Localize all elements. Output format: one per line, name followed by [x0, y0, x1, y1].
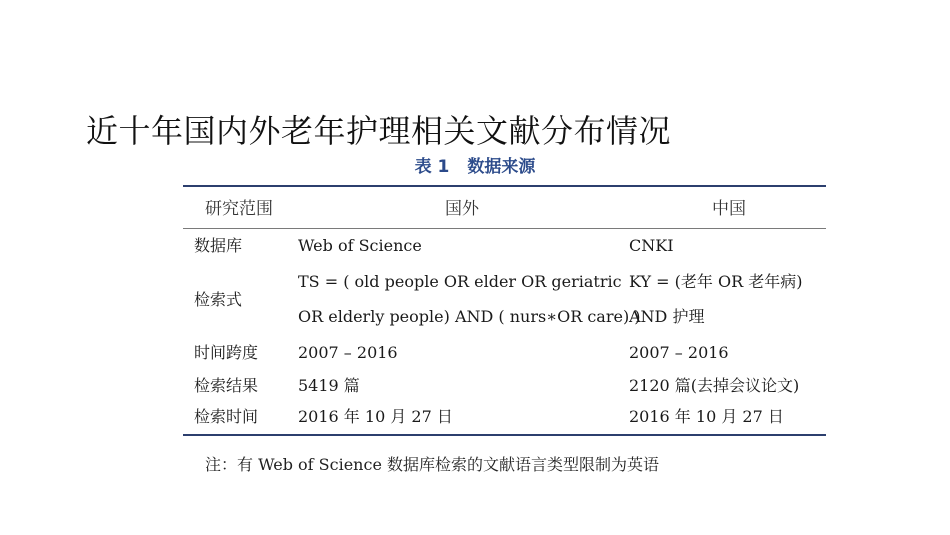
- cell-china-query-line2: AND 护理: [629, 307, 705, 326]
- row-label-database: 数据库: [194, 236, 243, 255]
- table-caption-title: 数据来源: [467, 157, 536, 177]
- cell-foreign-results: 5419 篇: [298, 376, 360, 395]
- row-label-results: 检索结果: [194, 376, 259, 395]
- row-label-span: 时间跨度: [194, 343, 259, 362]
- table-header-rule: [183, 228, 826, 229]
- header-foreign: 国外: [445, 199, 479, 219]
- cell-foreign-span: 2007 – 2016: [298, 343, 398, 362]
- cell-foreign-database: Web of Science: [298, 236, 422, 255]
- cell-china-query-line1: KY = (老年 OR 老年病): [629, 272, 803, 291]
- table-top-rule: [183, 185, 826, 187]
- table-number: 表 1: [414, 157, 450, 177]
- cell-china-results: 2120 篇(去掉会议论文): [629, 376, 800, 395]
- row-label-search-time: 检索时间: [194, 407, 259, 426]
- table-bottom-rule: [183, 434, 826, 436]
- header-china: 中国: [712, 199, 746, 219]
- cell-china-span: 2007 – 2016: [629, 343, 729, 362]
- cell-foreign-query-line1: TS = ( old people OR elder OR geriatric: [298, 272, 622, 291]
- table-caption: [0, 152, 950, 177]
- cell-china-database: CNKI: [629, 236, 674, 255]
- cell-foreign-search-time: 2016 年 10 月 27 日: [298, 407, 453, 426]
- slide-title: 近十年国内外老年护理相关文献分布情况: [86, 112, 672, 150]
- cell-china-search-time: 2016 年 10 月 27 日: [629, 407, 784, 426]
- cell-foreign-query-line2: OR elderly people) AND ( nurs∗OR care) ): [298, 307, 641, 326]
- table-note: 注：有 Web of Science 数据库检索的文献语言类型限制为英语: [205, 455, 659, 474]
- row-label-query: 检索式: [194, 290, 243, 309]
- header-scope: 研究范围: [205, 199, 273, 219]
